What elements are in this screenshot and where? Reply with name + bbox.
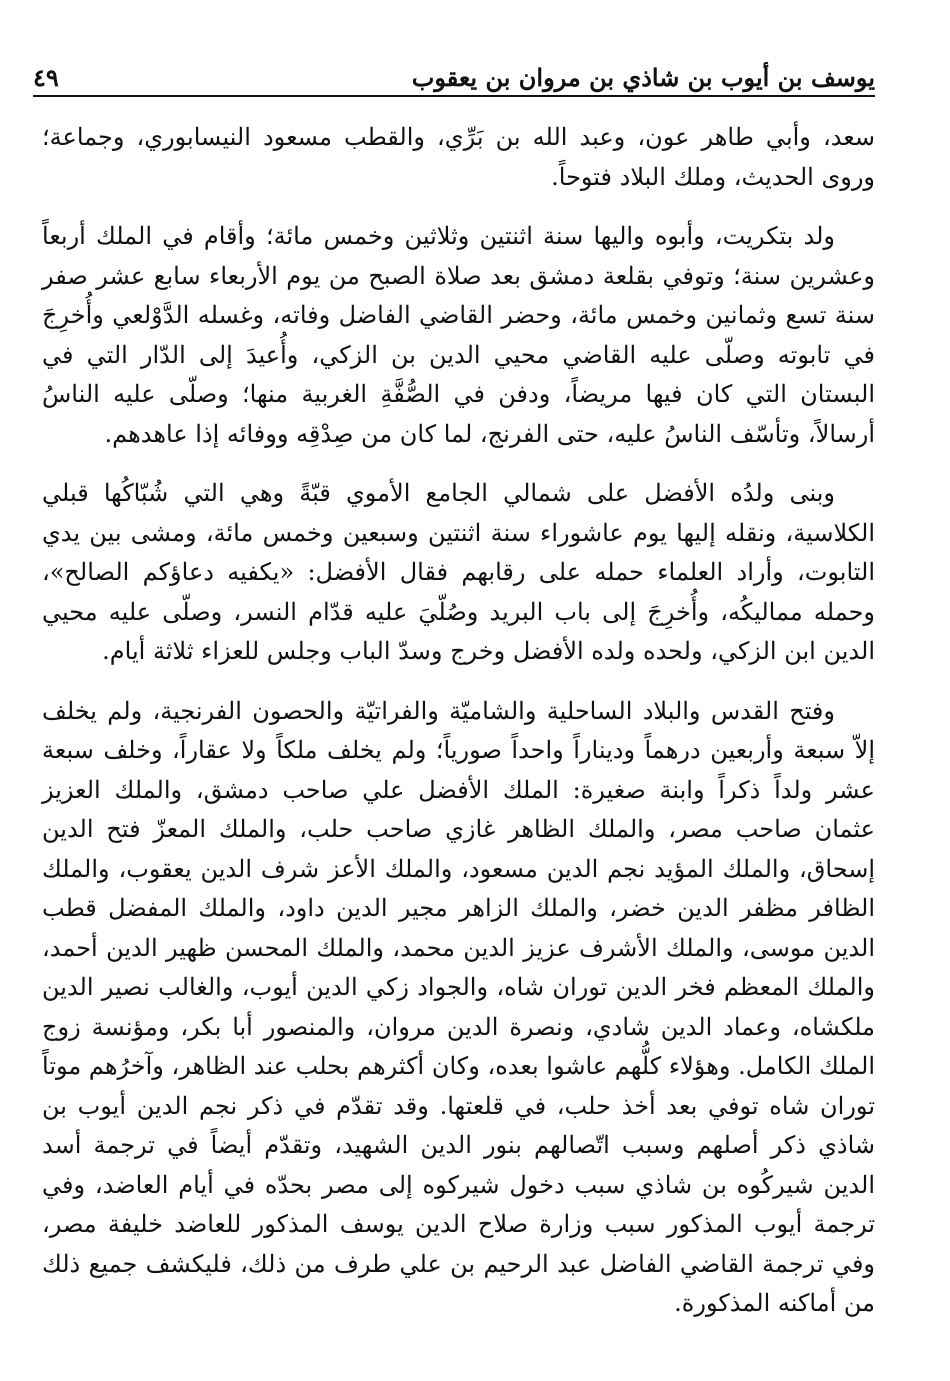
page-header	[33, 52, 875, 96]
paragraph: ولد بتكريت، وأبوه واليها سنة اثنتين وثلاثين وخمس مائة؛ وأقام في الملك أربعاً وعشرين سنة؛ وتوفي بقلعة دمشق بعد صلاة الصبح من يوم الأربعاء سابع عشر صفر سنة تسع وثمانين وخمس مائة، وحضر القاضي الفاضل وفاته، وغسله الدَّوْلعي وأُخرِجَ في تابوته وصلّى عليه القاضي محيي الدين بن الزكي، وأُعيدَ إلى الدّار التي في البستان التي كان فيها مريضاً، ودفن في الصُّفَّةِ الغربية منها؛ وصلّى عليه الناسُ أرسالاً، وتأسّف الناسُ عليه، حتى الفرنج، لما كان من صِدْقِه ووفائه إذا عاهدهم.	[42, 222, 875, 448]
paragraph: سعد، وأبي طاهر عون، وعبد الله بن بَرِّي، والقطب مسعود النيسابوري، وجماعة؛ وروى الحديث، وملك البلاد فتوحاً.	[42, 123, 875, 191]
paragraph: وفتح القدس والبلاد الساحلية والشاميّة والفراتيّة والحصون الفرنجية، ولم يخلف إلاّ سبعة وأربعين درهماً وديناراً واحداً صورياً؛ ولم يخلف ملكاً ولا عقاراً، وخلف سبعة عشر ولداً ذكراً وابنة صغيرة: الملك الأفضل علي صاحب دمشق، والملك العزيز عثمان صاحب مصر، والملك الظاهر غازي صاحب حلب، والملك المعزّ فتح الدين إسحاق، والملك المؤيد نجم الدين مسعود، والملك الأعز شرف الدين يعقوب، والملك الظافر مظفر الدين خضر، والملك الزاهر مجير الدين داود، والملك المفضل قطب الدين موسى، والملك الأشرف عزيز الدين محمد، والملك المحسن ظهير الدين أحمد، والملك المعظم فخر الدين توران شاه، والجواد زكي الدين أيوب، والغالب نصير الدين ملكشاه، وعماد الدين شادي، ونصرة الدين مروان، والمنصور أبا بكر، ومؤنسة زوج الملك الكامل. وهؤلاء كلُّهم عاشوا بعده، وكان أكثرهم بحلب عند الظاهر، وآخرُهم موتاً توران شاه توفي بعد أخذ حلب، في قلعتها. وقد تقدّم في ذكر نجم الدين أيوب بن شاذي ذكر أصلهم وسبب اتّصالهم بنور الدين الشهيد، وتقدّم أيضاً في ترجمة أسد الدين شيركُوه بن شاذي سبب دخول شيركوه إلى مصر بحدّه في أيام العاضد، وفي ترجمة أيوب المذكور سبب وزارة صلاح الدين يوسف المذكور للعاضد خليفة مصر، وفي ترجمة القاضي الفاضل عبد الرحيم بن علي طرف من ذلك، فليكشف جميع ذلك من أماكنه المذكورة.	[42, 696, 876, 1317]
body-text	[42, 118, 875, 1344]
paragraph: وبنى ولدُه الأفضل على شمالي الجامع الأموي قبّةً وهي التي شُبّاكُها قبلي الكلاسية، ونقله إليها يوم عاشوراء سنة اثنتين وسبعين وخمس مائة، ومشى بين يدي التابوت، وأراد العلماء حمله على رقابهم فقال الأفضل: «يكفيه دعاؤكم الصالح»، وحمله مماليكُه، وأُخرِجَ إلى باب البريد وصُلّيَ عليه قدّام النسر، وصلّى عليه محيي الدين ابن الزكي، ولحده ولده الأفضل وخرج وسدّ الباب وجلس للعزاء ثلاثة أيام.	[42, 479, 875, 665]
header-rule	[33, 95, 875, 97]
running-title: يوسف بن أيوب بن شاذي بن مروان بن يعقوب	[411, 63, 875, 92]
page-number: ٤٩	[33, 63, 59, 92]
